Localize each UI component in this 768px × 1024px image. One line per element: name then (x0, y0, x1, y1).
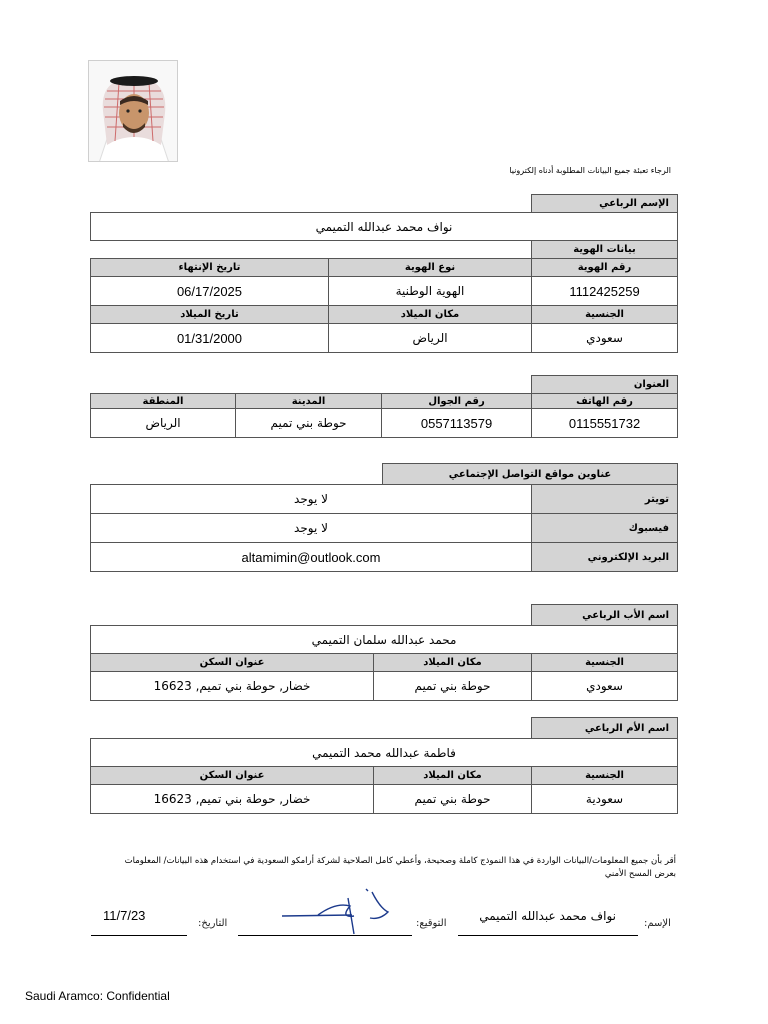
declaration-text: أقر بأن جميع المعلومات/البيانات الواردة في هذا النموذج كاملة وصحيحة، وأعطي كامل الصلاحية لشركة أرامكو السعودية في استخدام هذه البيانات/ المعلومات بعرض المسح الأمني (124, 856, 676, 879)
birth-place-label: مكان الميلاد (329, 306, 532, 324)
father-residence-label: عنوان السكن (91, 654, 374, 672)
nationality-value: سعودي (532, 324, 678, 353)
father-birth-place-label: مكان الميلاد (374, 654, 532, 672)
phone-label: رقم الهاتف (532, 394, 678, 409)
personal-info-table (90, 194, 678, 353)
twitter-value: لا يوجد (91, 485, 532, 514)
instructions-note: الرجاء تعبئة جميع البيانات المطلوبة أدناه إلكترونيا (509, 166, 671, 175)
id-type-value: الهوية الوطنية (329, 277, 532, 306)
twitter-label: تويتر (532, 485, 678, 514)
mother-section-label: اسم الأم الرباعي (532, 718, 678, 739)
city-value: حوطة بني تميم (236, 409, 382, 438)
email-value: altamimin@outlook.com (91, 543, 532, 572)
full-name-value: نواف محمد عبدالله التميمي (91, 213, 678, 241)
mother-nationality-label: الجنسية (532, 767, 678, 785)
mother-birth-place-value: حوطة بني تميم (374, 785, 532, 814)
date-value: 11/7/23 (103, 908, 146, 923)
father-birth-place-value: حوطة بني تميم (374, 672, 532, 701)
social-media-table (90, 463, 678, 572)
id-number-label: رقم الهوية (532, 259, 678, 277)
mother-residence-value: خضار, حوطة بني تميم, 16623 (91, 785, 374, 814)
date-label: التاريخ: (198, 918, 228, 929)
email-label: البريد الإلكتروني (532, 543, 678, 572)
address-table (90, 375, 678, 438)
name-line (458, 909, 638, 936)
id-number-value: 1112425259 (532, 277, 678, 306)
phone-value: 0115551732 (532, 409, 678, 438)
birth-date-label: تاريخ الميلاد (91, 306, 329, 324)
expiry-label: تاريخ الإنتهاء (91, 259, 329, 277)
id-type-label: نوع الهوية (329, 259, 532, 277)
father-nationality-label: الجنسية (532, 654, 678, 672)
mother-birth-place-label: مكان الميلاد (374, 767, 532, 785)
id-section-label: بيانات الهوية (532, 241, 678, 259)
city-label: المدينة (236, 394, 382, 409)
facebook-value: لا يوجد (91, 514, 532, 543)
social-section-label: عناوين مواقع التواصل الإجتماعي (383, 464, 678, 485)
father-residence-value: خضار, حوطة بني تميم, 16623 (91, 672, 374, 701)
signature-label: التوقيع: (416, 918, 447, 929)
birth-date-value: 01/31/2000 (91, 324, 329, 353)
father-name-value: محمد عبدالله سلمان التميمي (91, 626, 678, 654)
confidential-footer: Saudi Aramco: Confidential (25, 989, 170, 1003)
nationality-label: الجنسية (532, 306, 678, 324)
mobile-value: 0557113579 (382, 409, 532, 438)
mother-info-table (90, 717, 678, 814)
birth-place-value: الرياض (329, 324, 532, 353)
mother-name-value: فاطمة عبدالله محمد التميمي (91, 739, 678, 767)
mother-residence-label: عنوان السكن (91, 767, 374, 785)
father-info-table (90, 604, 678, 701)
mother-nationality-value: سعودية (532, 785, 678, 814)
applicant-photo (88, 60, 178, 162)
facebook-label: فيسبوك (532, 514, 678, 543)
region-label: المنطقة (91, 394, 236, 409)
date-line (91, 908, 187, 936)
father-nationality-value: سعودي (532, 672, 678, 701)
address-section-label: العنوان (532, 376, 678, 394)
father-section-label: اسم الأب الرباعي (532, 605, 678, 626)
signer-name: نواف محمد عبدالله التميمي (479, 909, 616, 923)
full-name-label: الإسم الرباعي (532, 195, 678, 213)
mobile-label: رقم الجوال (382, 394, 532, 409)
region-value: الرياض (91, 409, 236, 438)
name-label: الإسم: (644, 918, 671, 929)
handwritten-signature (280, 888, 400, 938)
expiry-value: 06/17/2025 (91, 277, 329, 306)
